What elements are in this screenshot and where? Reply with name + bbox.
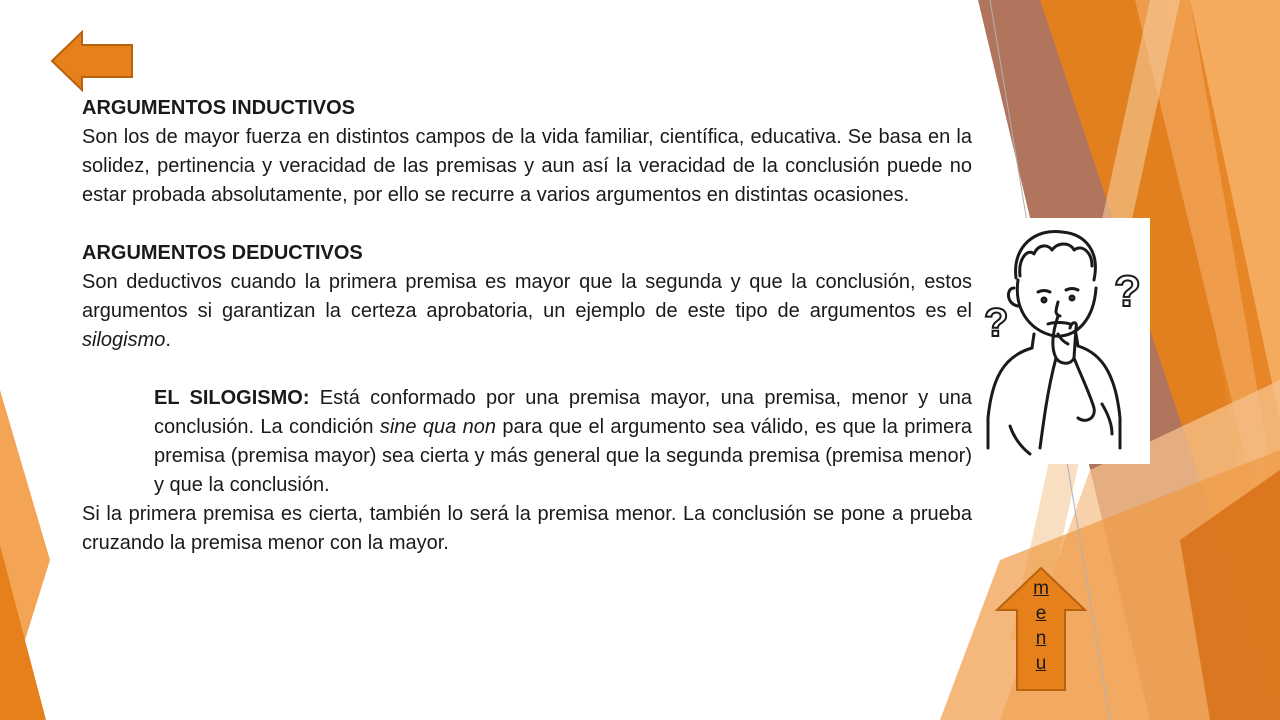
- deductive-heading: ARGUMENTOS DEDUCTIVOS: [82, 242, 363, 264]
- menu-button[interactable]: [995, 566, 1087, 692]
- up-arrow-icon: [997, 568, 1085, 690]
- syllogism-label: EL SILOGISMO:: [154, 387, 310, 409]
- deductive-body: Son deductivos cuando la primera premisa es mayor que la segunda y que la conclusión, estos argumentos si garantizan la certeza aprobatoria, un ejemplo de este tipo de argumentos es el silogismo.: [82, 271, 972, 351]
- syllogism-paragraph: EL SILOGISMO: Está conformado por una premisa mayor, una premisa, menor y una conclusión. La condición sine qua non para que el argumento sea válido, es que la primera premisa (premisa mayor) sea cierta y más general que la segunda premisa (premisa menor) y que la conclusión.: [154, 387, 972, 496]
- back-arrow-button[interactable]: [50, 30, 134, 92]
- slide-content: [82, 94, 972, 558]
- sine-qua-non-term: sine qua non: [379, 416, 496, 438]
- inductive-body: Son los de mayor fuerza en distintos campos de la vida familiar, científica, educativa. Se basa en la solidez, pertinencia y veracidad de las premisas y aun así la veracidad de la conclusión puede no estar probada absolutamente, por ello se recurre a varios argumentos en distintas ocasiones.: [82, 126, 972, 206]
- menu-letter-n: n: [1035, 628, 1047, 649]
- syllogism-closing: Si la primera premisa es cierta, también lo será la premisa menor. La conclusión se pone a prueba cruzando la premisa menor con la mayor.: [82, 503, 972, 554]
- question-mark-left: ?: [984, 301, 1009, 345]
- inductive-heading: ARGUMENTOS INDUCTIVOS: [82, 97, 355, 119]
- menu-letter-m: m: [1033, 578, 1049, 599]
- menu-letter-u: u: [1035, 653, 1047, 674]
- menu-letter-e: e: [1035, 603, 1047, 624]
- question-mark-right: ?: [1114, 267, 1141, 316]
- silogismo-term: silogismo: [82, 329, 166, 351]
- left-arrow-icon: [52, 32, 132, 90]
- thinking-person-illustration: [974, 218, 1150, 464]
